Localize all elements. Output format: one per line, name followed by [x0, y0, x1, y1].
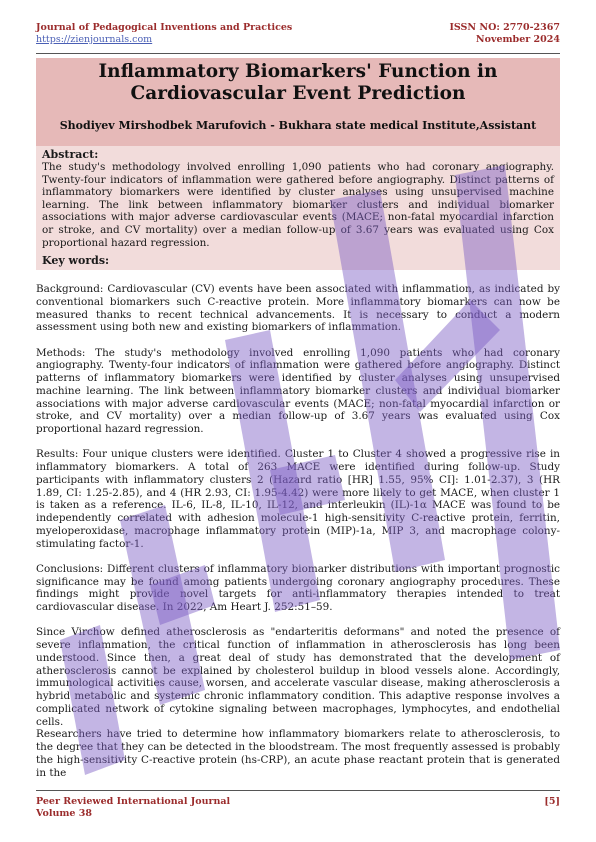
issue-info — [449, 22, 560, 46]
abstract-block — [36, 146, 560, 270]
author-line: Shodiyev Mirshodbek Marufovich - Bukhara state medical Institute,Assistant — [59, 119, 537, 132]
page-footer — [36, 796, 560, 820]
keywords-label: Key words: — [42, 254, 110, 267]
issn: ISSN NO: 2770-2367 — [449, 22, 560, 33]
title-line-1: Inflammatory Biomarkers' Function in — [98, 61, 498, 82]
paragraph-conclusions: Conclusions: Different clusters of inflammatory biomarker distributions with important prognostic significance may be found among patients undergoing coronary angiography procedures. These findings might provide novel targets for anti-inflammatory therapies intended to treat cardiovascular disease. In 2022, Am Heart J. 252:51–59. — [36, 562, 560, 613]
paragraph-biomarkers: Researchers have tried to determine how inflammatory biomarkers relate to atherosclerosis, to the degree that they can be detected in the bloodstream. The most frequently assessed is probably the high-sensitivity C-reactive protein (hs-CRP), an acute phase reactant protein that is generated in the — [36, 728, 560, 779]
paper-title — [36, 61, 560, 105]
abstract-label: Abstract: — [42, 148, 99, 161]
journal-name: Journal of Pedagogical Inventions and Practices — [36, 22, 293, 33]
footer-rule — [36, 790, 560, 791]
paragraph-methods: Methods: The study's methodology involved enrolling 1,090 patients who had coronary angiography. Twenty-four indicators of inflammation were gathered before angiography. Distinct patterns of inflammatory biomarkers were identified by cluster analyses using unsupervised machine learning. The link between inflammatory biomarker clusters and individual biomarker associations with major adverse cardiovascular events (MACE; non-fatal myocardial infarction or stroke, and CV mortality) over a median follow-up of 3.67 years was evaluated using Cox proportional hazard regression. — [36, 346, 560, 435]
journal-info — [36, 22, 292, 46]
footer-journal: Peer Reviewed International Journal — [36, 796, 231, 807]
title-block — [36, 58, 560, 147]
paragraph-results: Results: Four unique clusters were identified. Cluster 1 to Cluster 4 showed a progressive rise in inflammatory biomarkers. A total of 263 MACE were identified during follow-up. Study participants with inflammatory clusters 2 (Hazard ratio [HR] 1.55, 95% CI]: 1.01-2.37), 3 (HR 1.89, CI: 1.25-2.85), and 4 (HR 2.93, CI: 1.95-4.42) were more likely to get MACE, when cluster 1 is taken as a reference. IL-6, IL-8, IL-10, IL-12, and interleukin (IL)-1α MACE was found to be independently correlated with adhesion molecule-1 high-sensitivity C-reactive protein, ferritin, myeloperoxidase, macrophage inflammatory protein (MIP)-1a, MIP 3, and macrophage colony-stimulating factor-1. — [36, 448, 560, 550]
journal-url-link[interactable]: https://zienjournals.com — [36, 34, 153, 45]
body-text — [36, 283, 560, 779]
header-rule — [36, 53, 560, 54]
abstract-text: The study's methodology involved enrolling 1,090 patients who had coronary angiography. Twenty-four indicators of inflammation were gathered before angiography. Distinct patterns of inflammatory biomarkers were identified by cluster analyses using unsupervised machine learning. The link between inflammatory biomarker clusters and individual biomarker associations with major adverse cardiovascular events (MACE; non-fatal myocardial infarction or stroke, and CV mortality) over a median follow-up of 3.67 years was evaluated using Cox proportional hazard regression. — [42, 161, 554, 249]
footer-volume: Volume 38 — [36, 808, 92, 819]
paragraph-introduction: Since Virchow defined atherosclerosis as "endarteritis deformans" and noted the presence of severe inflammation, the critical function of inflammation in atherosclerosis has long been understood. Since then, a great deal of study has demonstrated that the development of atherosclerosis cannot be explained by cholesterol buildup in blood vessels alone. Accordingly, immunological activities cause, worsen, and accelerate vascular disease, making atherosclerosis a hybrid metabolic and systemic chronic inflammatory condition. This adaptive response involves a complicated network of cytokine signaling between macrophages, lymphocytes, and endothelial cells. — [36, 626, 560, 728]
page-header — [36, 22, 560, 52]
paragraph-background: Background: Cardiovascular (CV) events have been associated with inflammation, as indicated by conventional biomarkers such C-reactive protein. More inflammatory biomarkers can now be measured thanks to recent technical advancements. It is necessary to conduct a modern assessment using both new and existing biomarkers of inflammation. — [36, 283, 560, 334]
title-line-2: Cardiovascular Event Prediction — [130, 83, 466, 104]
issue-date: November 2024 — [475, 34, 560, 45]
page-number: [5] — [544, 796, 560, 807]
